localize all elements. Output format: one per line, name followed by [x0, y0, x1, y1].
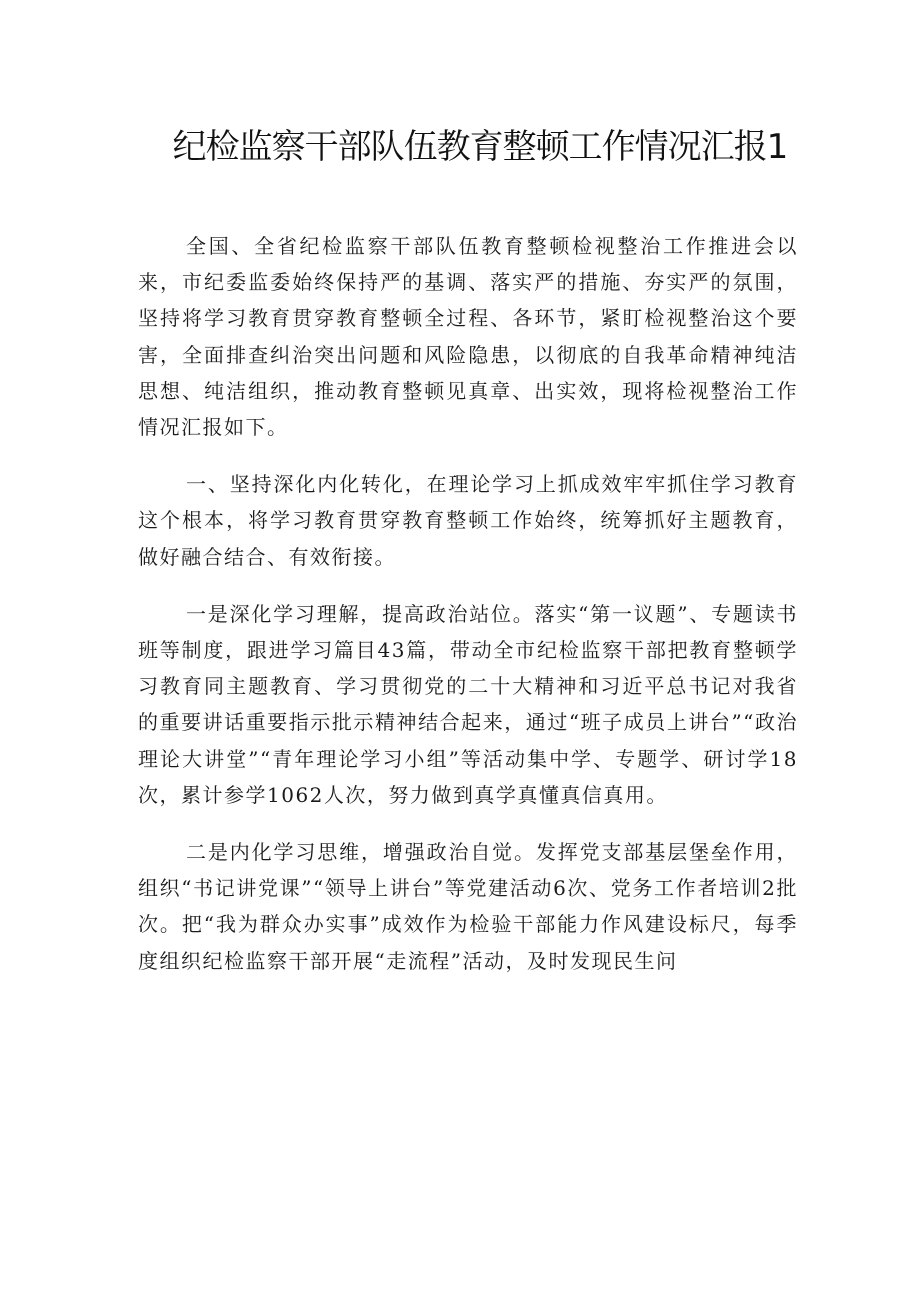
paragraph-point-two: 二是内化学习思维，增强政治自觉。发挥党支部基层堡垒作用，组织“书记讲党课”“领导上讲台”等党建活动6次、党务工作者培训2批次。把“我为群众办实事”成效作为检验干部能力作风建设标尺，每季度组织纪检监察干部开展“走流程”活动，及时发现民生问 — [138, 840, 798, 973]
paragraph-intro: 全国、全省纪检监察干部队伍教育整顿检视整治工作推进会以来，市纪委监委始终保持严的基调、落实严的措施、夯实严的氛围，坚持将学习教育贯穿教育整顿全过程、各环节，紧盯检视整治这个要害，全面排查纠治突出问题和风险隐患，以彻底的自我革命精神纯洁思想、纯洁组织，推动教育整顿见真章、出实效，现将检视整治工作情况汇报如下。 — [138, 234, 798, 440]
paragraph-point-one: 一是深化学习理解，提高政治站位。落实“第一议题”、专题读书班等制度，跟进学习篇目43篇，带动全市纪检监察干部把教育整顿学习教育同主题教育、学习贯彻党的二十大精神和习近平总书记对我省的重要讲话重要指示批示精神结合起来，通过“班子成员上讲台”“政治理论大讲堂”“青年理论学习小组”等活动集中学、专题学、研讨学18次，累计参学1062人次，努力做到真学真懂真信真用。 — [138, 601, 798, 807]
document-body — [138, 228, 798, 1000]
document-title: 纪检监察干部队伍教育整顿工作情况汇报1 — [172, 127, 788, 167]
paragraph-section-one: 一、坚持深化内化转化，在理论学习上抓成效牢牢抓住学习教育这个根本，将学习教育贯穿教育整顿工作始终，统筹抓好主题教育，做好融合结合、有效衔接。 — [138, 472, 798, 569]
